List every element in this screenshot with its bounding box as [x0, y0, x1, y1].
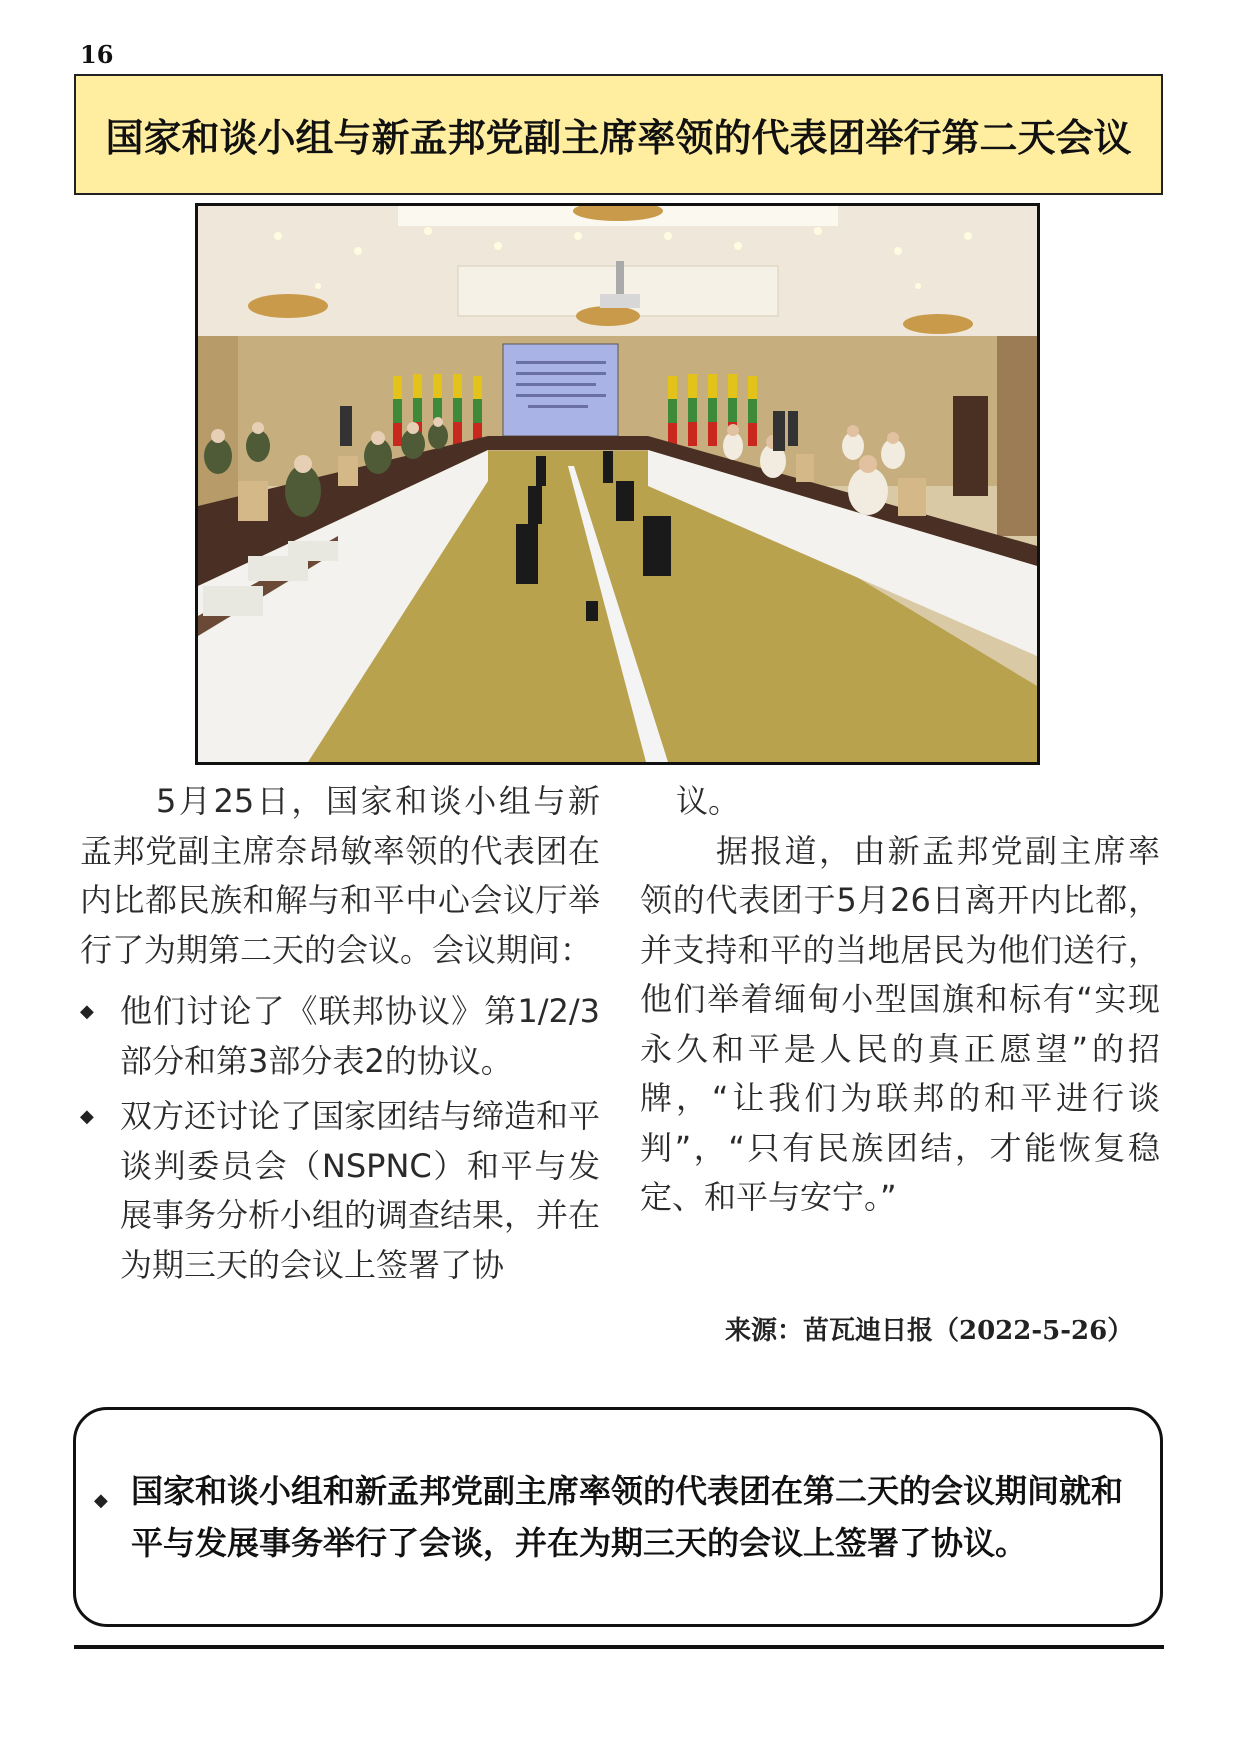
- projection-screen: [503, 344, 618, 436]
- title-banner: [74, 74, 1163, 195]
- article-intro: 5月25日，国家和谈小组与新孟邦党副主席奈昂敏率领的代表团在内比都民族和解与和平中心会议厅举行了为期第二天的会议。会议期间：: [80, 782, 600, 969]
- summary-text: 国家和谈小组和新孟邦党副主席率领的代表团在第二天的会议期间就和平与发展事务举行了会谈，并在为期三天的会议上签署了协议。: [131, 1472, 1124, 1562]
- article-paragraph: 据报道，由新孟邦党副主席率领的代表团于5月26日离开内比都，并支持和平的当地居民为他们送行，他们举着缅甸小型国旗和标有“实现永久和平是人民的真正愿望”的招牌，“让我们为联邦的和平进行谈判”，“只有民族团结，才能恢复稳定、和平与安宁。”: [640, 831, 1160, 1216]
- article-right-column: [640, 777, 1160, 1223]
- bullet-item: [80, 1092, 600, 1290]
- diamond-bullet-icon: ◆: [80, 1106, 94, 1127]
- meeting-room-photo: [195, 203, 1040, 765]
- discussion-bullet-list: [80, 987, 600, 1290]
- bullet-text: 他们讨论了《联邦协议》第1/2/3部分和第3部分表2的协议。: [120, 992, 600, 1080]
- article-left-column: [80, 777, 600, 1296]
- page-title: 国家和谈小组与新孟邦党副主席率领的代表团举行第二天会议: [105, 115, 1132, 160]
- bottom-rule: [74, 1645, 1164, 1649]
- diamond-bullet-icon: ◆: [94, 1490, 108, 1511]
- bullet-text: 双方还讨论了国家团结与缔造和平谈判委员会（NSPNC）和平与发展事务分析小组的调查结果，并在为期三天的会议上签署了协: [120, 1097, 601, 1284]
- diamond-bullet-icon: ◆: [80, 1001, 94, 1022]
- source-citation: 来源：苗瓦迪日报（2022-5-26）: [725, 1316, 1134, 1346]
- chandelier: [248, 294, 328, 318]
- page-number: 16: [80, 40, 114, 69]
- bullet-continuation: 议。: [676, 782, 741, 820]
- summary-box: [73, 1407, 1163, 1627]
- photo-illustration: [198, 206, 1037, 762]
- bullet-item: [80, 987, 600, 1086]
